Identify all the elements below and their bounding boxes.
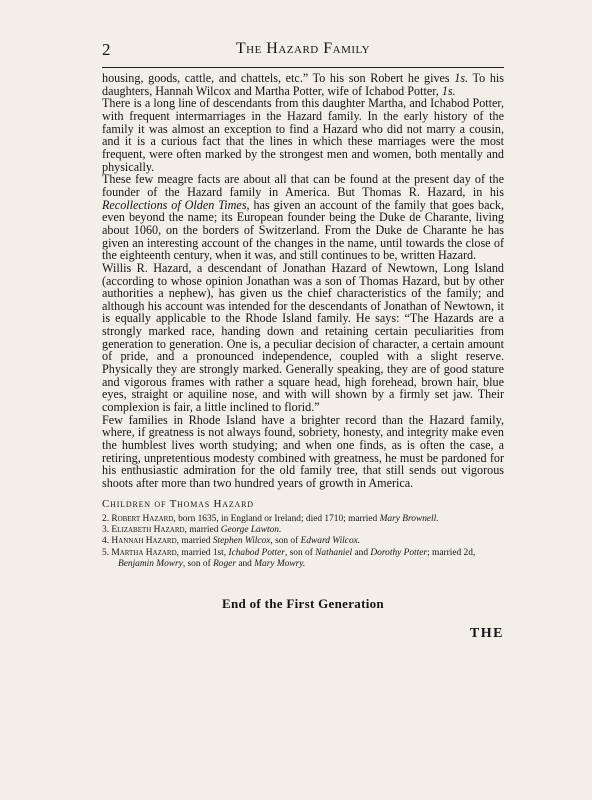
italic-text: 1s. [454,71,469,85]
italic-text: Mary Brownell. [379,513,439,524]
italic-text: Nathaniel [315,547,353,558]
header-rule [102,67,504,68]
italic-text: 1s. [441,83,456,98]
child-entry [102,548,504,571]
paragraph [102,414,504,490]
text-run: Willis R. Hazard, a descendant of Jonathan Hazard of Newtown, Long Island (according to whose opinion Jonathan was a son of Thomas Hazard, but by other authorities a nephew), has given us the chief characteristics of the family; and although his account was intended for the descendants of Jonathan of Newtown, it is equally applicable to the Rhode Island family. He says: “The Hazards are a strongly marked race, handing down and retaining certain peculiarities from generation to generation. One is, a peculiar decision of character, a certain amount of pride, and a pronounced independence, coupled with a slight reserve. Physically they are strongly marked. Generally speaking, they are of good stature and vigorous frames with rather a square head, high forehead, brown hair, blue eyes, straight or aquiline nose, and with will shown by a firmly set jaw. Their complexion is fair, a little inclined to florid.” [102,260,504,415]
text-run: , married [176,536,213,547]
paragraph [102,262,504,414]
child-entry [102,525,504,536]
text-run: , married 1st, [176,547,229,558]
text-run: , married [184,524,221,535]
body-text [102,72,504,490]
italic-text: George Lawton. [220,524,282,535]
child-entry [102,536,504,547]
name-text: Hannah Hazard [111,536,177,547]
text-run: and [235,558,255,569]
child-entry [102,514,504,525]
paragraph [102,97,504,173]
text-run: housing, goods, cattle, and chattels, etc.” To his son Robert he gives [102,71,455,85]
page-header [102,40,504,62]
text-run: 3. [102,524,112,535]
text-run: ; married 2d, [427,547,476,558]
text-run: , son of [182,558,214,569]
italic-text: Recollections of Olden Times [102,197,247,212]
name-text: Martha Hazard [111,547,177,558]
text-run: These few meagre facts are about all that can be found at the present day of the founder of the Hazard family in America. But Thomas R. Hazard, in his [102,172,504,199]
text-run: 2. [102,513,112,524]
italic-text: Edward Wilcox. [300,536,361,547]
italic-text: Mary Mowry. [254,558,306,569]
text-run: Few families in Rhode Island have a brighter record than the Hazard family, where, if greatness is not always found, sobriety, honesty, and integrity make even the humblest lives worth studying; and when one finds, as is often the case, a retiring, unpretentious modesty combined with greatness, he must be pardoned for his enthusiastic admiration for the old family tree, that still sends out vigorous shoots after more than two hundred years of growth in America. [102,412,504,490]
name-text: Elizabeth Hazard [111,524,185,535]
text-run: , son of [270,536,301,547]
text-run: and [352,547,371,558]
paragraph [102,72,504,97]
text-run: , has given an account of the family that goes back, even beyond the name; its European founder being the Duke de Charante, living about 1060, on the borders of Switzerland. From the Duke de Charante he has given an interesting account of the changes in the name, until towards the close of the eighteenth century, when it was, and still continues to be, written Hazard. [102,197,504,263]
italic-text: Stephen Wilcox [212,536,271,547]
book-page [102,40,504,642]
italic-text: Ichabod Potter [228,547,285,558]
text-run: 4. [102,536,112,547]
children-heading: Children of Thomas Hazard [102,497,254,510]
text-run: , born 1635, in England or Ireland; died 1710; married [173,513,380,524]
children-list [102,514,504,570]
italic-text: Dorothy Potter [370,547,428,558]
italic-text: Roger [213,558,236,569]
text-run: To his daughters, Hannah Wilcox and Martha Potter, wife of Ichabod Potter, [102,71,504,98]
text-run: , son of [284,547,316,558]
running-title: The Hazard Family [235,40,371,57]
name-text: Robert Hazard [111,513,174,524]
end-of-generation-line: End of the First Generation [222,596,384,612]
catchword: THE [469,626,504,642]
text-run: 5. [102,547,112,558]
italic-text: Benjamin Mowry [118,558,183,569]
text-run: There is a long line of descendants from this daughter Martha, and Ichabod Potter, with frequent intermarriages in the Hazard family. In the early history of the family it was almost an exception to find a Hazard who did not marry a cousin, and it is a curious fact that the lines in which these marriages were the most frequent, were often marked by the strongest men and women, both mentally and physically. [102,96,504,174]
page-number: 2 [102,40,111,59]
paragraph [102,173,504,262]
